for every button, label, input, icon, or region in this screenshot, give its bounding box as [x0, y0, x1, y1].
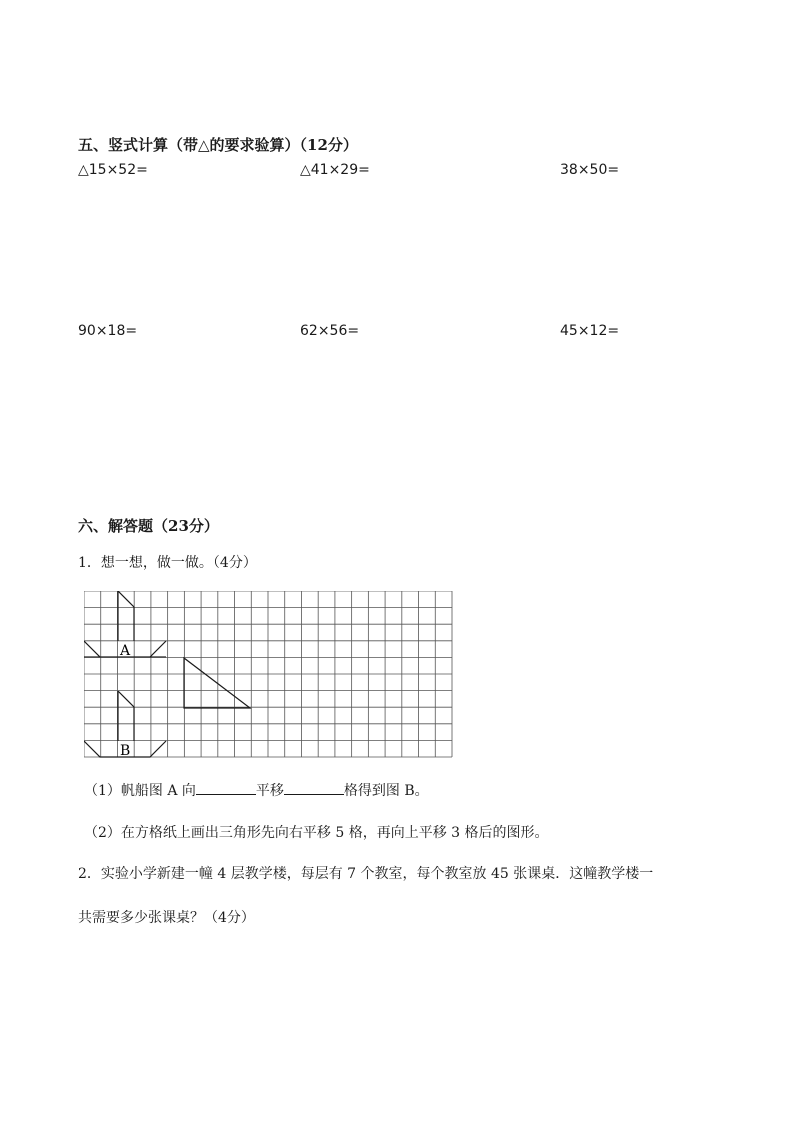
calc-problem-5: 62×56= [300, 323, 360, 339]
triangle [184, 658, 250, 708]
q1-sub1-part-a: （1）帆船图 A 向 [84, 783, 196, 799]
q1-sub1 [84, 780, 429, 800]
q1-sub1-part-c: 格得到图 B。 [343, 783, 429, 799]
q1-title: 1．想一想，做一做。（4分） [78, 555, 257, 571]
calc-problem-6: 45×12= [560, 323, 620, 339]
q1-sub2: （2）在方格纸上画出三角形先向右平移 5 格，再向上平移 3 格后的图形。 [84, 825, 549, 841]
q2-line2: 共需要多少张课桌？（4分） [78, 910, 255, 926]
calc-problem-1: △15×52= [78, 162, 148, 178]
calc-problem-3: 38×50= [560, 162, 620, 178]
blank-distance[interactable] [284, 780, 344, 795]
grid-lines [84, 591, 452, 757]
label-a: A [120, 643, 131, 659]
blank-direction[interactable] [196, 780, 256, 795]
q2-line1: 2．实验小学新建一幢 4 层教学楼，每层有 7 个教室，每个教室放 45 张课桌．这幢教学楼一 [78, 866, 654, 882]
calc-problem-2: △41×29= [300, 162, 370, 178]
grid-figure [84, 591, 454, 759]
calc-problem-4: 90×18= [78, 323, 138, 339]
section5-title: 五、竖式计算（带△的要求验算）（12分） [78, 136, 358, 154]
section6-title: 六、解答题（23分） [78, 517, 219, 535]
label-b: B [120, 743, 131, 759]
q1-sub1-part-b: 平移 [255, 783, 284, 799]
